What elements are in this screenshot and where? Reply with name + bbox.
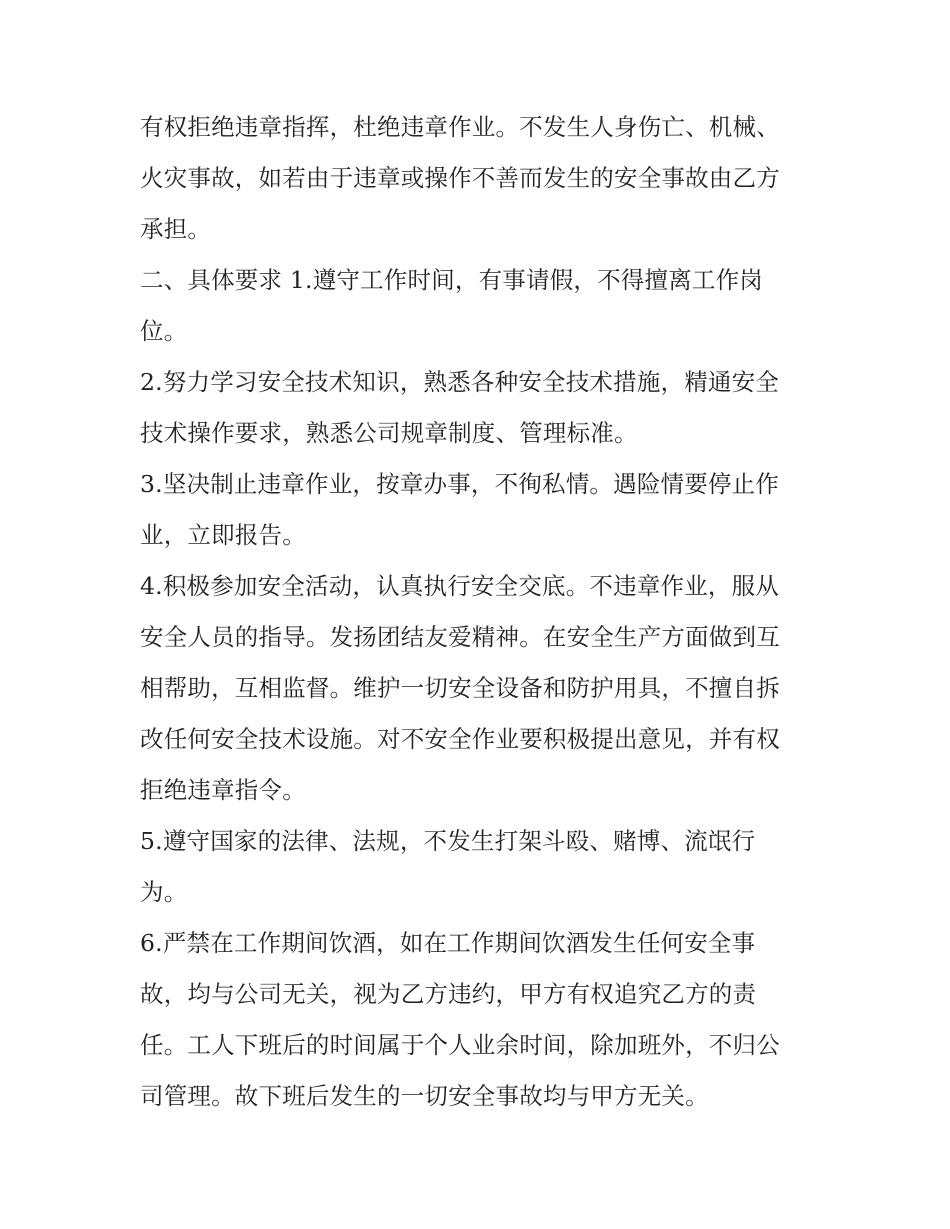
text-line: 为。: [140, 878, 188, 906]
paragraph-requirements-1: [140, 255, 820, 357]
text-line: 2.努力学习安全技术知识，熟悉各种安全技术措施，精通安全: [140, 368, 780, 396]
paragraph-requirement-2: [140, 357, 820, 459]
text-line: 拒绝违章指令。: [140, 776, 306, 804]
text-line: 任。工人下班后的时间属于个人业余时间，除加班外，不归公: [140, 1031, 780, 1059]
text-line: 技术操作要求，熟悉公司规章制度、管理标准。: [140, 419, 638, 447]
text-line: 火灾事故，如若由于违章或操作不善而发生的安全事故由乙方: [140, 164, 780, 192]
paragraph-liability: [140, 102, 820, 255]
text-line: 业，立即报告。: [140, 521, 306, 549]
text-line: 承担。: [140, 215, 212, 243]
document-body: [140, 102, 820, 1122]
text-line: 相帮助，互相监督。维护一切安全设备和防护用具，不擅自拆: [140, 674, 780, 702]
text-line: 3.坚决制止违章作业，按章办事，不徇私情。遇险情要停止作: [140, 470, 780, 498]
text-line: 4.积极参加安全活动，认真执行安全交底。不违章作业，服从: [140, 572, 780, 600]
text-line: 6.严禁在工作期间饮酒，如在工作期间饮酒发生任何安全事: [140, 929, 756, 957]
paragraph-requirement-6: [140, 918, 820, 1122]
text-line: 位。: [140, 317, 188, 345]
text-line: 安全人员的指导。发扬团结友爱精神。在安全生产方面做到互: [140, 623, 780, 651]
text-line: 故，均与公司无关，视为乙方违约，甲方有权追究乙方的责: [140, 980, 757, 1008]
paragraph-requirement-4: [140, 561, 820, 816]
text-line: 二、具体要求 1.遵守工作时间，有事请假，不得擅离工作岗: [140, 266, 763, 294]
text-line: 5.遵守国家的法律、法规，不发生打架斗殴、赌博、流氓行: [140, 827, 756, 855]
paragraph-requirement-5: [140, 816, 820, 918]
text-line: 有权拒绝违章指挥，杜绝违章作业。不发生人身伤亡、机械、: [140, 113, 780, 141]
text-line: 改任何安全技术设施。对不安全作业要积极提出意见，并有权: [140, 725, 780, 753]
text-line: 司管理。故下班后发生的一切安全事故均与甲方无关。: [140, 1082, 709, 1110]
paragraph-requirement-3: [140, 459, 820, 561]
